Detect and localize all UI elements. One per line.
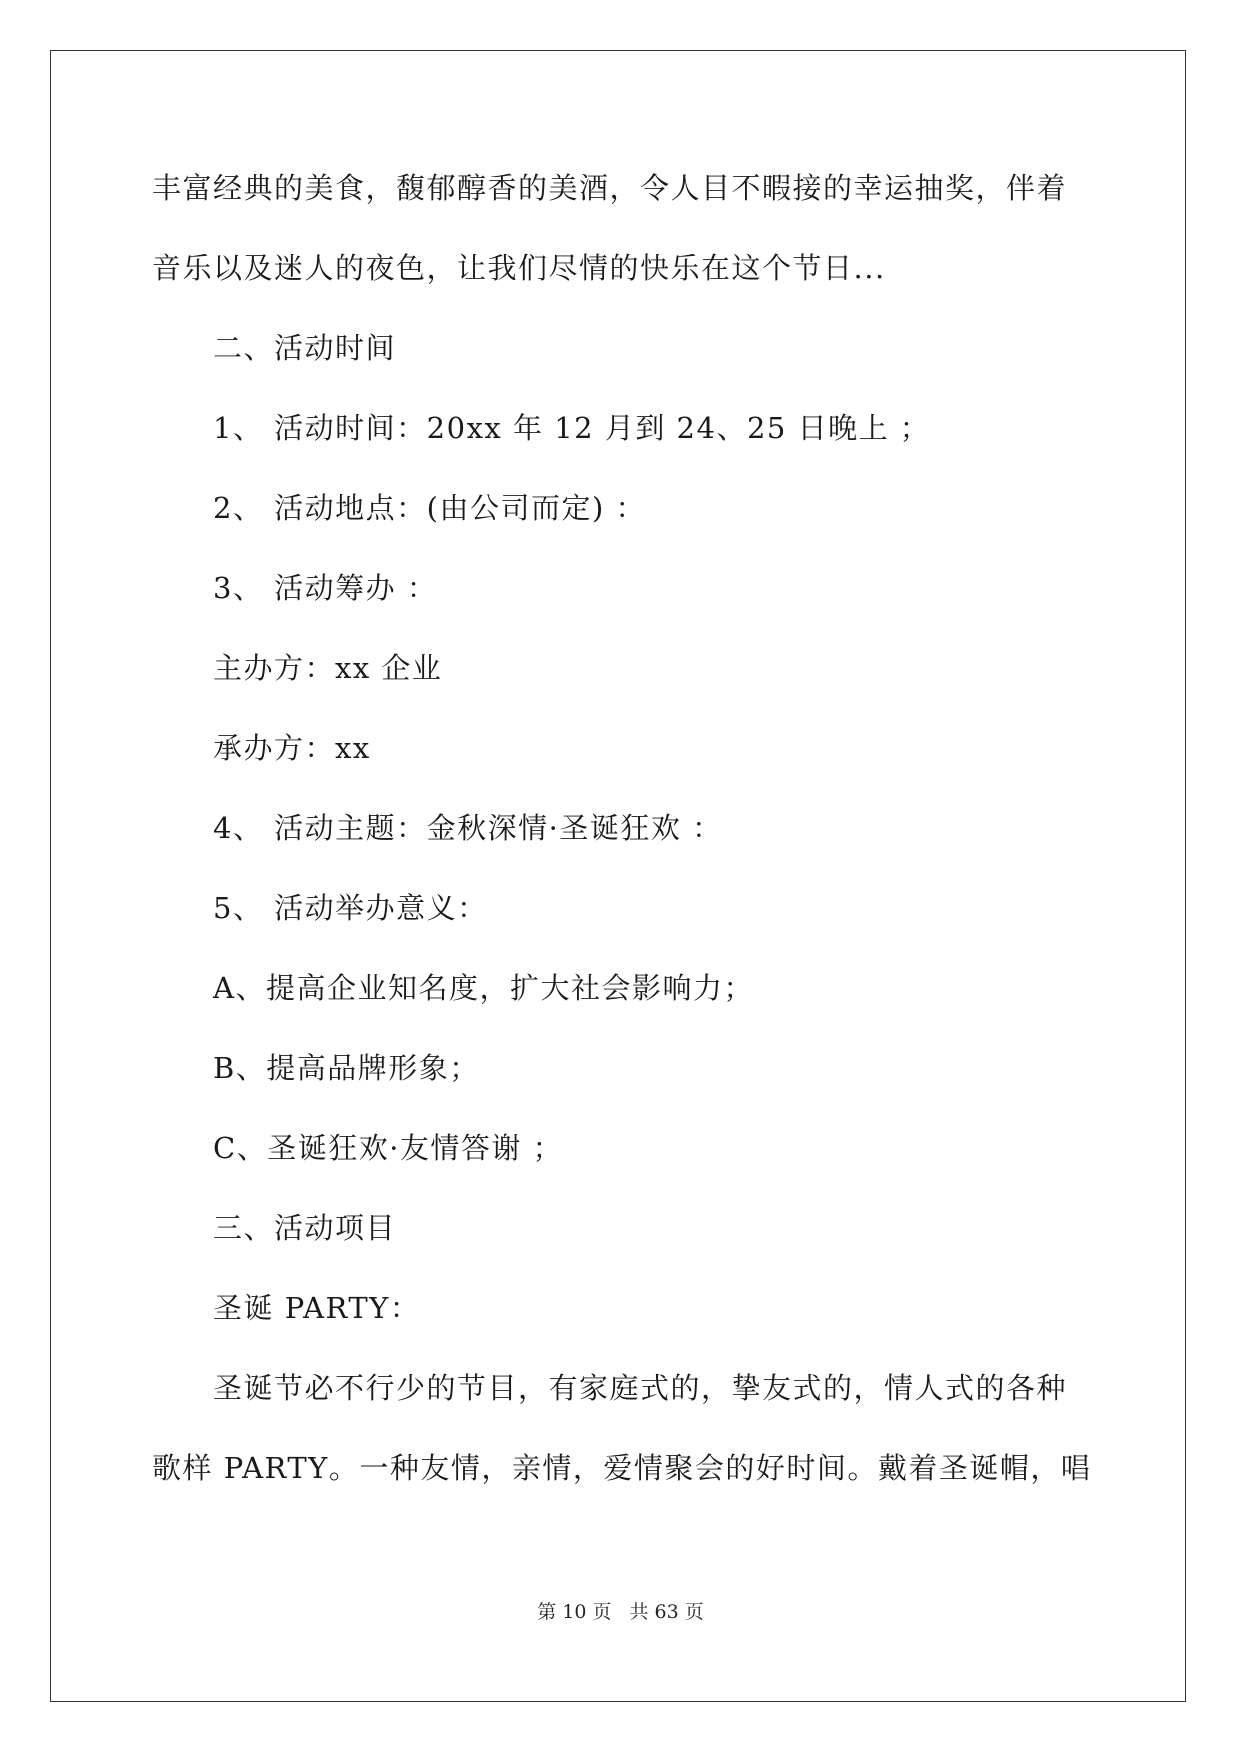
item-activity-time: 1、 活动时间：20xx 年 12 月到 24、25 日晚上 ； — [213, 411, 931, 445]
page-footer — [0, 1600, 1241, 1624]
item-host: 主办方：xx 企业 — [213, 651, 443, 685]
item-activity-theme: 4、 活动主题：金秋深情·圣诞狂欢 ： — [213, 811, 723, 845]
significance-b: B、提高品牌形象； — [213, 1051, 480, 1085]
item-activity-location: 2、 活动地点：(由公司而定) ： — [213, 491, 647, 525]
paragraph-party-line-2: 歌样 PARTY。一种友情，亲情，爱情聚会的好时间。戴着圣诞帽，唱 — [152, 1451, 1092, 1485]
item-activity-organize: 3、 活动筹办 ： — [213, 571, 438, 605]
significance-c: C、圣诞狂欢·友情答谢 ； — [213, 1131, 564, 1165]
paragraph-intro-line-2: 音乐以及迷人的夜色，让我们尽情的快乐在这个节日... — [152, 251, 886, 285]
significance-a: A、提高企业知名度，扩大社会影响力； — [213, 971, 754, 1005]
page-number-current: 第 10 页 — [537, 1601, 612, 1623]
item-organizer: 承办方：xx — [213, 731, 371, 765]
item-activity-significance: 5、 活动举办意义： — [213, 891, 488, 925]
subheading-christmas-party: 圣诞 PARTY： — [213, 1291, 421, 1325]
section-heading-projects: 三、活动项目 — [213, 1211, 397, 1245]
section-heading-time: 二、活动时间 — [213, 331, 397, 365]
paragraph-intro-line-1: 丰富经典的美食，馥郁醇香的美酒，令人目不暇接的幸运抽奖，伴着 — [152, 171, 1068, 205]
paragraph-party-line-1: 圣诞节必不行少的节目，有家庭式的，挚友式的，情人式的各种 — [213, 1371, 1068, 1405]
page-number-total: 共 63 页 — [629, 1601, 704, 1623]
